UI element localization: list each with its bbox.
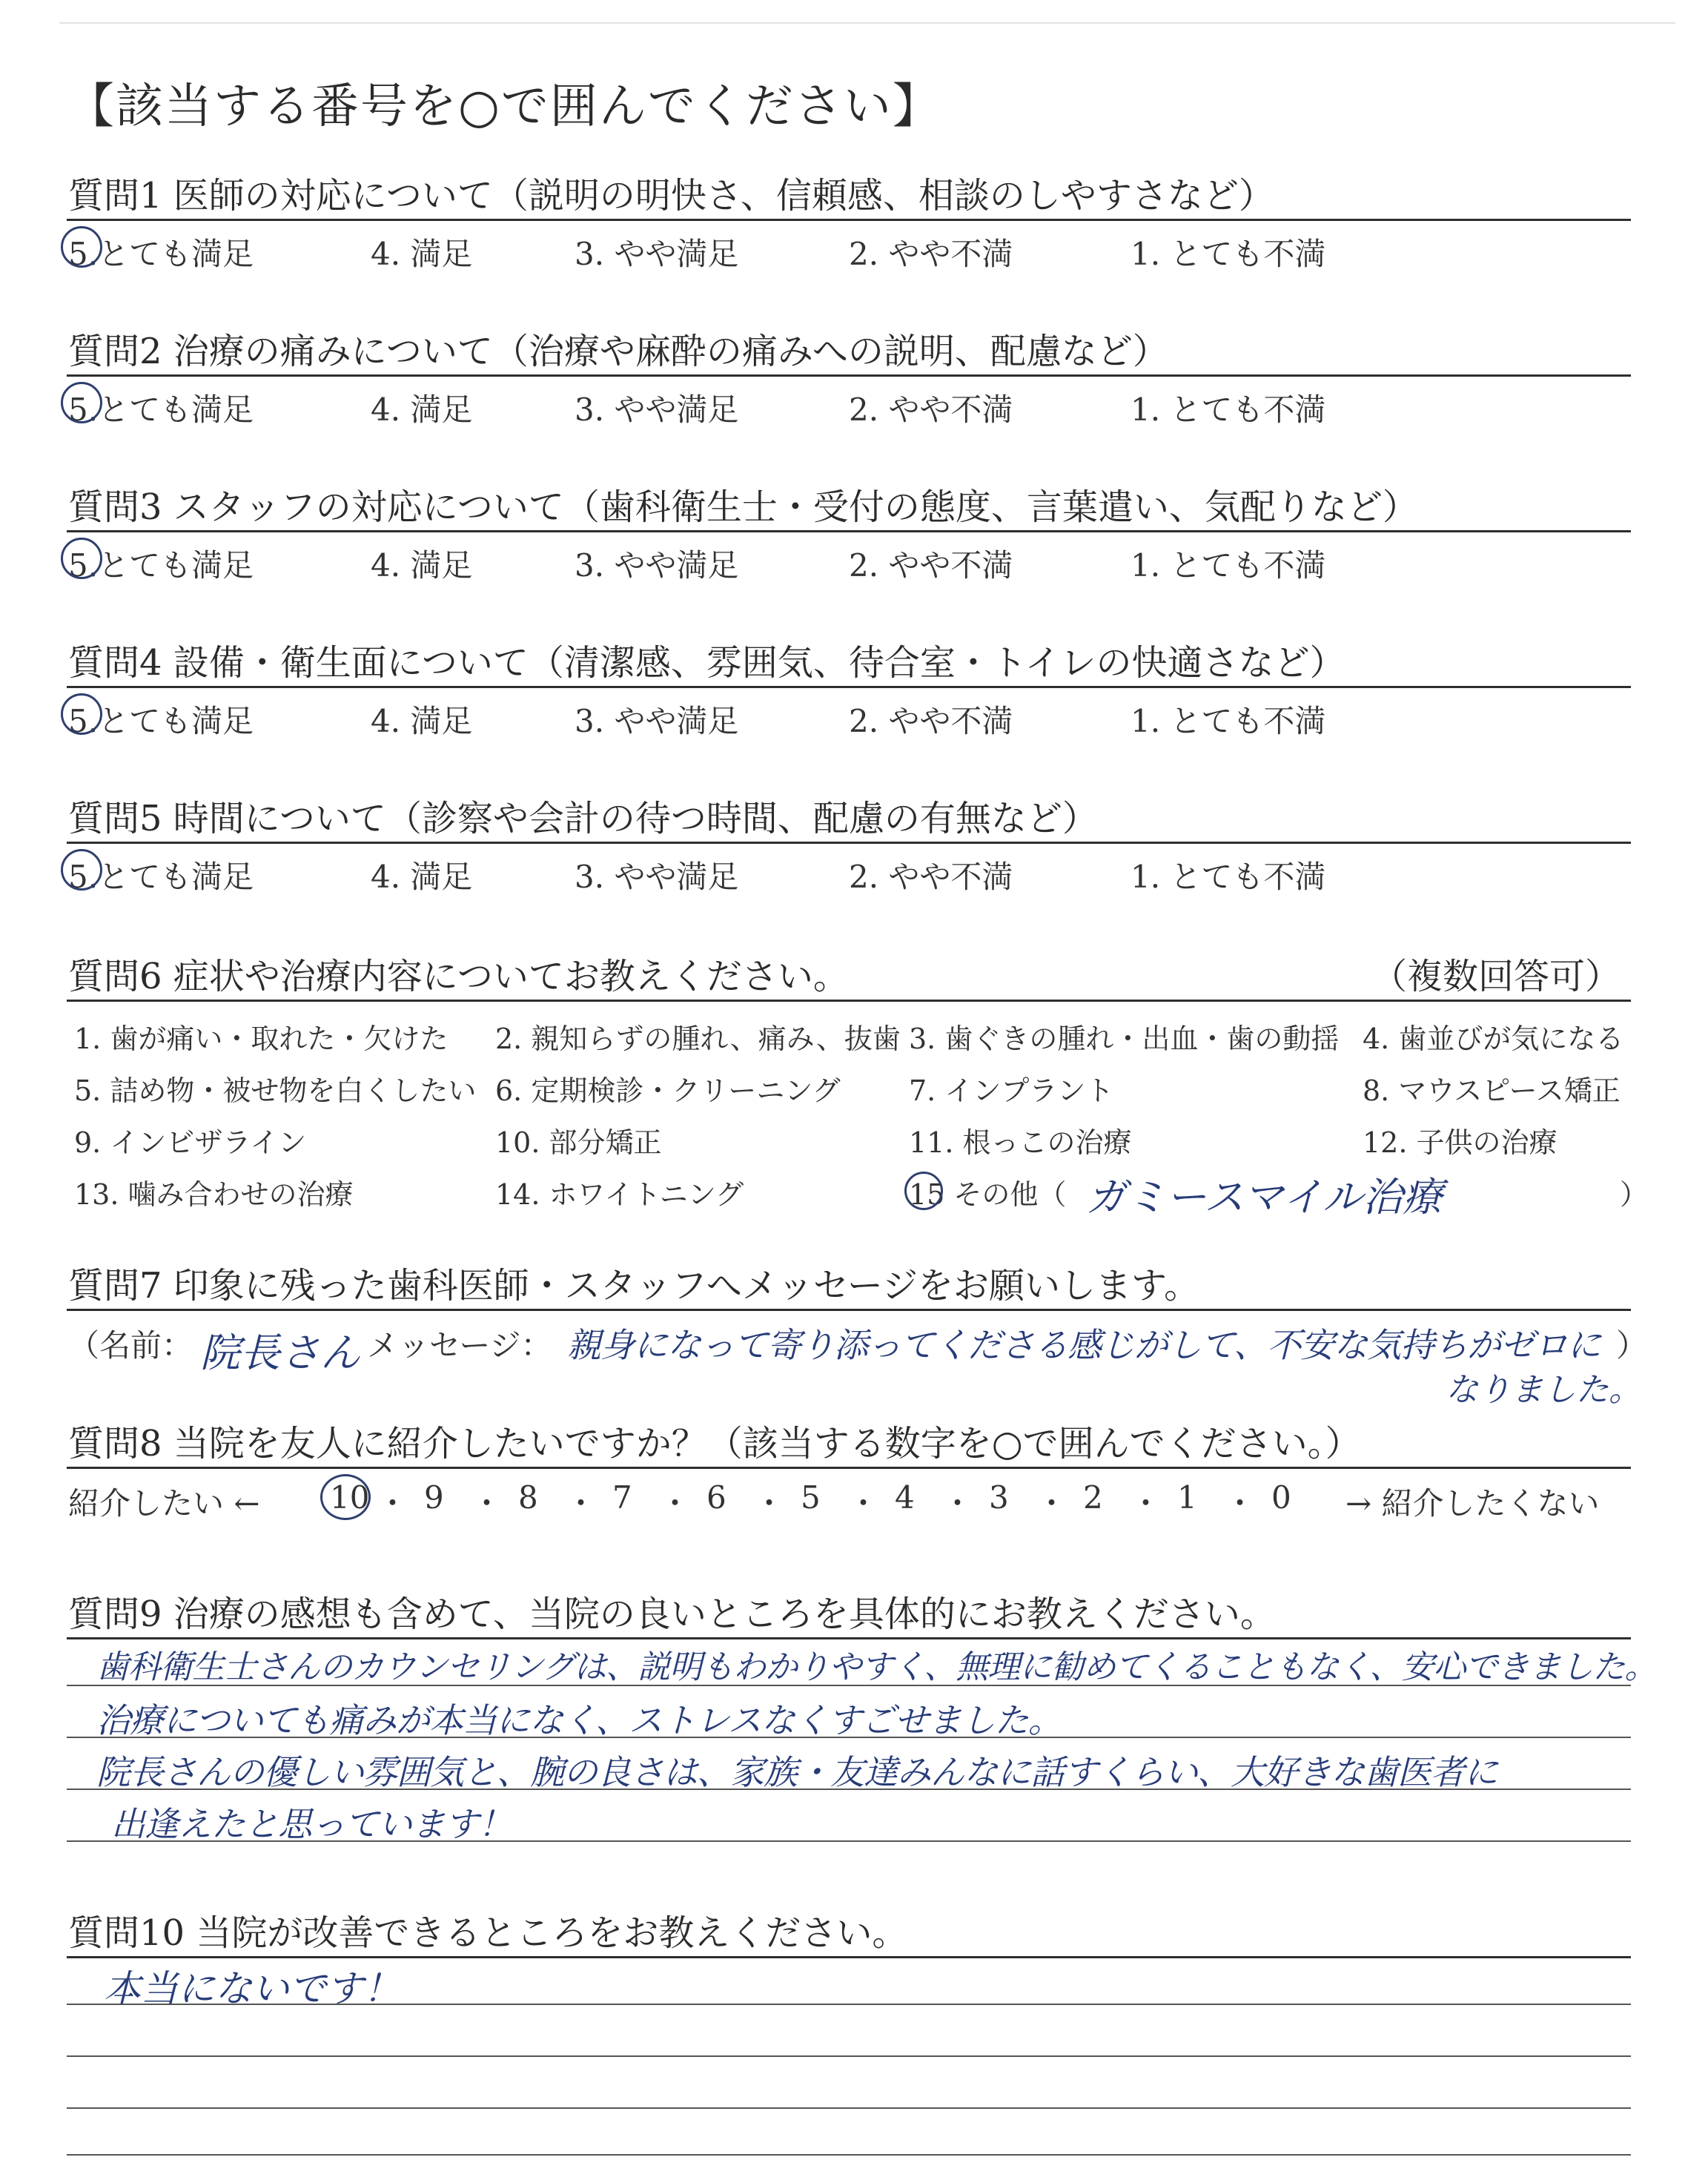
question-1-selection-circle xyxy=(61,226,102,268)
q8-scale-10[interactable]: 10 xyxy=(330,1479,370,1516)
question-5-selection-circle xyxy=(61,849,102,891)
q6-option-6[interactable]: 6. 定期検診・クリーニング xyxy=(495,1074,841,1107)
question-3-option-5[interactable]: 5.とても満足 xyxy=(68,547,254,584)
question-3-option-3[interactable]: 3. やや満足 xyxy=(575,547,739,584)
question-2-option-4[interactable]: 4. 満足 xyxy=(371,392,473,428)
q6-note: （複数回答可） xyxy=(1371,956,1621,997)
q6-option-14[interactable]: 14. ホワイトニング xyxy=(495,1178,744,1211)
q8-scale-4[interactable]: 4 xyxy=(895,1479,915,1516)
q8-selection-circle xyxy=(320,1474,371,1520)
q7-message-label: メッセージ： xyxy=(367,1327,552,1364)
q6-option-16: ） xyxy=(1620,1178,1649,1211)
q8-scale-2[interactable]: 2 xyxy=(1083,1479,1103,1516)
q9-answer-line-4[interactable]: 出逢えたと思っています！ xyxy=(111,1804,512,1844)
q10-answer-line-1[interactable]: 本当にないです！ xyxy=(104,1967,400,2010)
q8-scale-8[interactable]: 8 xyxy=(518,1479,538,1516)
question-1-option-2[interactable]: 2. やや不満 xyxy=(849,236,1013,272)
q8-scale-7[interactable]: 7 xyxy=(612,1479,632,1516)
question-3-option-2[interactable]: 2. やや不満 xyxy=(849,547,1013,584)
q6-option-4[interactable]: 4. 歯並びが気になる xyxy=(1363,1023,1624,1055)
question-4-label: 質問4 設備・衛生面について（清潔感、雰囲気、待合室・トイレの快適さなど） xyxy=(68,642,1345,684)
q8-scale-1[interactable]: 1 xyxy=(1177,1479,1197,1516)
question-1-option-5[interactable]: 5.とても満足 xyxy=(68,236,254,272)
page-title: 【該当する番号を○で囲んでください】 xyxy=(67,79,941,134)
q6-option-5[interactable]: 5. 詰め物・被せ物を白くしたい xyxy=(74,1074,477,1107)
q8-right-label: → 紹介したくない xyxy=(1345,1485,1600,1522)
q6-option-8[interactable]: 8. マウスピース矯正 xyxy=(1363,1074,1621,1107)
q7-name-label: （名前： xyxy=(68,1327,193,1364)
question-2-rule xyxy=(67,374,1631,377)
question-4-option-5[interactable]: 5.とても満足 xyxy=(68,703,254,739)
question-2-label: 質問2 治療の痛みについて（治療や麻酔の痛みへの説明、配慮など） xyxy=(68,331,1168,372)
q7-message-line2[interactable]: なりました。 xyxy=(1446,1371,1641,1409)
question-4-option-2[interactable]: 2. やや不満 xyxy=(849,703,1013,739)
q7-close-paren: ） xyxy=(1616,1327,1648,1364)
q10-writing-line xyxy=(67,2055,1631,2057)
q8-separator: ・ xyxy=(941,1485,973,1522)
q6-option-12[interactable]: 12. 子供の治療 xyxy=(1363,1126,1558,1159)
q6-option-13[interactable]: 13. 噛み合わせの治療 xyxy=(74,1178,354,1211)
q8-label: 質問8 当院を友人に紹介したいですか？（該当する数字を○で囲んでください。） xyxy=(68,1423,1361,1464)
question-5-label: 質問5 時間について（診察や会計の待つ時間、配慮の有無など） xyxy=(68,798,1098,839)
question-5-option-1[interactable]: 1. とても不満 xyxy=(1131,859,1326,895)
question-1-label: 質問1 医師の対応について（説明の明快さ、信頼感、相談のしやすさなど） xyxy=(68,175,1274,217)
q6-label: 質問6 症状や治療内容についてお教えください。 xyxy=(68,956,849,997)
q9-answer-line-1[interactable]: 歯科衛生士さんのカウンセリングは、説明もわかりやすく、無理に勧めてくることもなく、安心できました。 xyxy=(96,1648,1657,1686)
q8-scale-5[interactable]: 5 xyxy=(801,1479,821,1516)
top-divider xyxy=(59,22,1675,24)
question-1-option-4[interactable]: 4. 満足 xyxy=(371,236,473,272)
question-4-option-1[interactable]: 1. とても不満 xyxy=(1131,703,1326,739)
q8-separator: ・ xyxy=(471,1485,503,1522)
q8-left-label: 紹介したい ← xyxy=(68,1485,260,1522)
question-2-selection-circle xyxy=(61,382,102,423)
q9-answer-line-3[interactable]: 院長さんの優しい雰囲気と、腕の良さは、家族・友達みんなに話すくらい、大好きな歯医者に xyxy=(96,1752,1497,1792)
q6-option-11[interactable]: 11. 根っこの治療 xyxy=(909,1126,1132,1159)
question-1-rule xyxy=(67,219,1631,221)
question-5-rule xyxy=(67,842,1631,844)
q6-selection-circle xyxy=(904,1172,943,1210)
question-4-selection-circle xyxy=(61,693,102,735)
q7-name-value[interactable]: 院長さん xyxy=(200,1330,360,1376)
question-3-option-1[interactable]: 1. とても不満 xyxy=(1131,547,1326,584)
q8-scale-6[interactable]: 6 xyxy=(706,1479,726,1516)
q8-scale-0[interactable]: 0 xyxy=(1271,1479,1291,1516)
q6-option-2[interactable]: 2. 親知らずの腫れ、痛み、抜歯 xyxy=(495,1023,901,1055)
question-2-option-1[interactable]: 1. とても不満 xyxy=(1131,392,1326,428)
question-1-option-1[interactable]: 1. とても不満 xyxy=(1131,236,1326,272)
q6-option-9[interactable]: 9. インビザライン xyxy=(74,1126,307,1159)
q8-separator: ・ xyxy=(659,1485,691,1522)
q9-rule xyxy=(67,1637,1631,1639)
q8-rule xyxy=(67,1467,1631,1469)
q6-option-3[interactable]: 3. 歯ぐきの腫れ・出血・歯の動揺 xyxy=(909,1023,1340,1055)
q9-answer-line-2[interactable]: 治療についても痛みが本当になく、ストレスなくすごせました。 xyxy=(96,1700,1062,1740)
q6-rule xyxy=(67,1000,1631,1002)
q6-other-text[interactable]: ガミースマイル治療 xyxy=(1086,1174,1443,1221)
question-5-option-4[interactable]: 4. 満足 xyxy=(371,859,473,895)
q10-writing-line xyxy=(67,2107,1631,2109)
question-5-option-5[interactable]: 5.とても満足 xyxy=(68,859,254,895)
q8-separator: ・ xyxy=(1224,1485,1256,1522)
q8-separator: ・ xyxy=(753,1485,785,1522)
q8-separator: ・ xyxy=(1036,1485,1068,1522)
question-3-option-4[interactable]: 4. 満足 xyxy=(371,547,473,584)
question-2-option-3[interactable]: 3. やや満足 xyxy=(575,392,739,428)
question-5-option-3[interactable]: 3. やや満足 xyxy=(575,859,739,895)
q10-label: 質問10 当院が改善できるところをお教えください。 xyxy=(68,1912,908,1954)
q6-option-10[interactable]: 10. 部分矯正 xyxy=(495,1126,662,1159)
q8-scale-9[interactable]: 9 xyxy=(424,1479,444,1516)
q9-label: 質問9 治療の感想も含めて、当院の良いところを具体的にお教えください。 xyxy=(68,1593,1276,1635)
q10-writing-line xyxy=(67,2154,1631,2156)
q8-separator: ・ xyxy=(565,1485,597,1522)
question-3-selection-circle xyxy=(61,538,102,579)
q6-option-15[interactable]: 15 その他（ xyxy=(909,1178,1067,1211)
q7-label: 質問7 印象に残った歯科医師・スタッフへメッセージをお願いします。 xyxy=(68,1265,1200,1307)
question-5-option-2[interactable]: 2. やや不満 xyxy=(849,859,1013,895)
q8-scale-3[interactable]: 3 xyxy=(989,1479,1009,1516)
question-4-option-3[interactable]: 3. やや満足 xyxy=(575,703,739,739)
question-2-option-2[interactable]: 2. やや不満 xyxy=(849,392,1013,428)
q8-separator: ・ xyxy=(1130,1485,1162,1522)
q7-message-line1[interactable]: 親身になって寄り添ってくださる感じがして、不安な気持ちがゼロに xyxy=(567,1325,1601,1365)
q6-option-7[interactable]: 7. インプラント xyxy=(909,1074,1114,1107)
question-4-rule xyxy=(67,686,1631,688)
question-1-option-3[interactable]: 3. やや満足 xyxy=(575,236,739,272)
q7-rule xyxy=(67,1309,1631,1311)
question-3-rule xyxy=(67,530,1631,532)
question-3-label: 質問3 スタッフの対応について（歯科衛生士・受付の態度、言葉遣い、気配りなど） xyxy=(68,486,1418,528)
question-2-option-5[interactable]: 5.とても満足 xyxy=(68,392,254,428)
q10-rule xyxy=(67,1956,1631,1958)
q8-separator: ・ xyxy=(847,1485,879,1522)
question-4-option-4[interactable]: 4. 満足 xyxy=(371,703,473,739)
q8-separator: ・ xyxy=(377,1485,408,1522)
q6-option-1[interactable]: 1. 歯が痛い・取れた・欠けた xyxy=(74,1023,448,1055)
